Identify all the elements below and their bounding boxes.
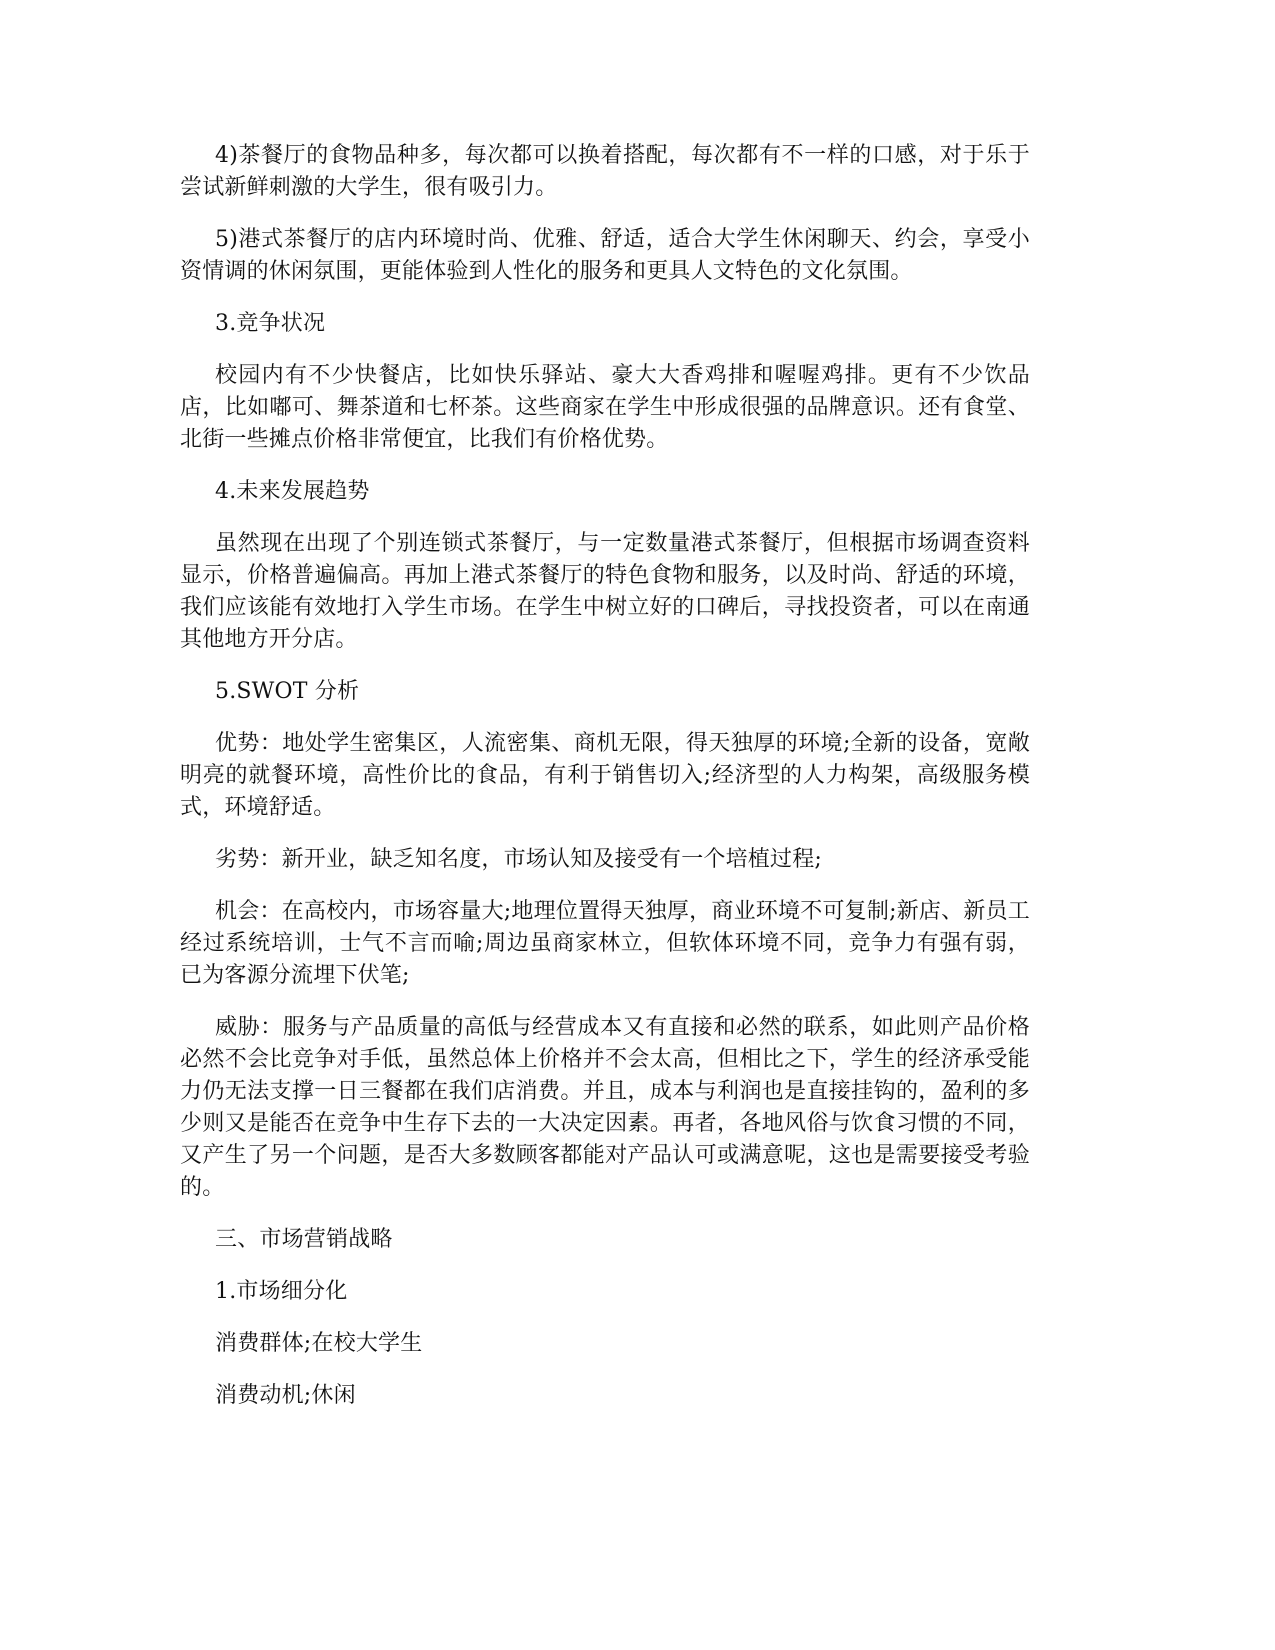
paragraph-item-5: 5)港式茶餐厅的店内环境时尚、优雅、舒适，适合大学生休闲聊天、约会，享受小资情调的休闲氛围，更能体验到人性化的服务和更具人文特色的文化氛围。 — [180, 227, 1030, 284]
section-heading-marketing-strategy: 三、市场营销战略 — [215, 1227, 393, 1252]
paragraph-opportunities: 机会：在高校内，市场容量大;地理位置得天独厚，商业环境不可复制;新店、新员工经过系统培训，士气不言而喻;周边虽商家林立，但软体环境不同，竞争力有强有弱，已为客源分流埋下伏笔; — [180, 899, 1030, 988]
paragraph-strengths: 优势：地处学生密集区，人流密集、商机无限，得天独厚的环境;全新的设备，宽敞明亮的就餐环境，高性价比的食品，有利于销售切入;经济型的人力构架，高级服务模式，环境舒适。 — [180, 731, 1030, 820]
paragraph-threats: 威胁：服务与产品质量的高低与经营成本又有直接和必然的联系，如此则产品价格必然不会比竞争对手低，虽然总体上价格并不会太高，但相比之下，学生的经济承受能力仍无法支撑一日三餐都在我们店消费。并且，成本与利润也是直接挂钩的，盈利的多少则又是能否在竞争中生存下去的一大决定因素。再者，各地风俗与饮食习惯的不同，又产生了另一个问题，是否大多数顾客都能对产品认可或满意呢，这也是需要接受考验的。 — [180, 1015, 1030, 1200]
paragraph-consumer-motive: 消费动机;休闲 — [215, 1383, 356, 1408]
document-page — [180, 140, 1030, 1432]
paragraph-item-4: 4)茶餐厅的食物品种多，每次都可以换着搭配，每次都有不一样的口感，对于乐于尝试新鲜刺激的大学生，很有吸引力。 — [180, 143, 1030, 200]
section-heading-future-trend: 4.未来发展趋势 — [215, 479, 370, 504]
section-heading-swot: 5.SWOT 分析 — [215, 679, 360, 704]
paragraph-weaknesses: 劣势：新开业，缺乏知名度，市场认知及接受有一个培植过程; — [215, 847, 823, 872]
paragraph-consumer-group: 消费群体;在校大学生 — [215, 1331, 423, 1356]
section-heading-market-segmentation: 1.市场细分化 — [215, 1279, 348, 1304]
paragraph-future-trend: 虽然现在出现了个别连锁式茶餐厅，与一定数量港式茶餐厅，但根据市场调查资料显示，价格普遍偏高。再加上港式茶餐厅的特色食物和服务，以及时尚、舒适的环境，我们应该能有效地打入学生市场。在学生中树立好的口碑后，寻找投资者，可以在南通其他地方开分店。 — [180, 531, 1030, 652]
paragraph-competition: 校园内有不少快餐店，比如快乐驿站、豪大大香鸡排和喔喔鸡排。更有不少饮品店，比如嘟可、舞茶道和七杯茶。这些商家在学生中形成很强的品牌意识。还有食堂、北街一些摊点价格非常便宜，比我们有价格优势。 — [180, 363, 1030, 452]
section-heading-competition: 3.竞争状况 — [215, 311, 326, 336]
